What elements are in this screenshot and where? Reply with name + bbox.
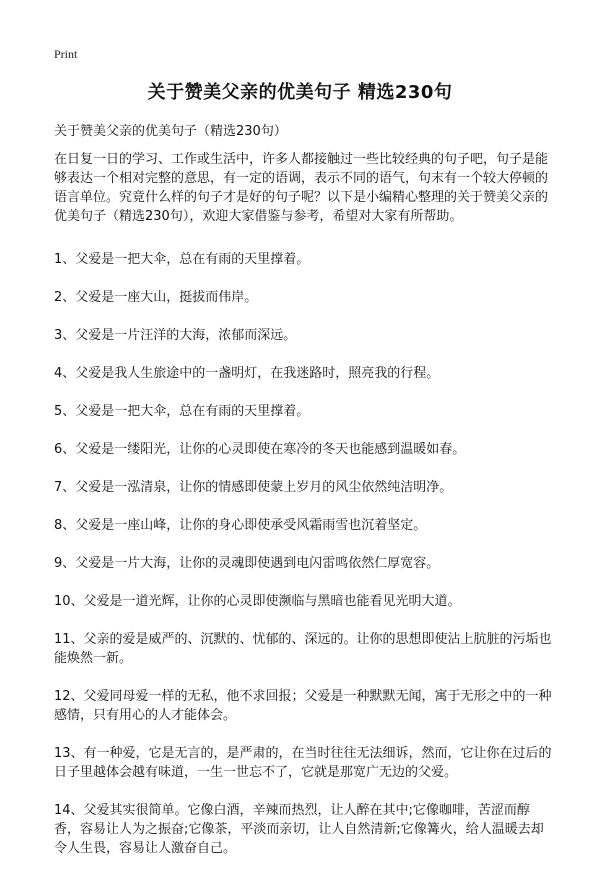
list-item: 7、父爱是一泓清泉，让你的情感即使蒙上岁月的风尘依然纯洁明净。 [54,480,453,495]
document-subtitle: 关于赞美父亲的优美句子（精选230句） [54,124,287,139]
list-item: 1、父爱是一把大伞，总在有雨的天里撑着。 [54,252,310,267]
list-item: 11、父亲的爱是威严的、沉默的、忧郁的、深远的。让你的思想即使沾上肮脏的污垢也能焕然一新。 [54,632,552,666]
list-item: 3、父爱是一片汪洋的大海，浓郁而深远。 [54,328,297,343]
list-item: 5、父爱是一把大伞，总在有雨的天里撑着。 [54,404,310,419]
list-item: 13、有一种爱，它是无言的，是严肃的，在当时往往无法细诉，然而，它让你在过后的日子里越体会越有味道，一生一世忘不了，它就是那宽广无边的父爱。 [54,746,552,780]
list-item: 4、父爱是我人生旅途中的一盏明灯，在我迷路时，照亮我的行程。 [54,366,440,381]
print-label[interactable]: Print [54,47,78,61]
list-item: 9、父爱是一片大海，让你的灵魂即使遇到电闪雷鸣依然仁厚宽容。 [54,556,440,571]
document-title: 关于赞美父亲的优美句子 精选230句 [147,82,453,103]
intro-paragraph: 在日复一日的学习、工作或生活中，许多人都接触过一些比较经典的句子吧，句子是能够表达一个相对完整的意思，有一定的语调，表示不同的语气，句末有一个较大停顿的语言单位。究竟什么样的句子才是好的句子呢？以下是小编精心整理的关于赞美父亲的优美句子（精选230句），欢迎大家借鉴与参考，希望对大家有所帮助。 [54,152,549,224]
list-item: 14、父爱其实很简单。它像白酒，辛辣而热烈，让人醉在其中;它像咖啡，苦涩而醇香，容易让人为之振奋;它像茶，平淡而亲切，让人自然清新;它像篝火，给人温暖去却令人生畏，容易让人激奋自己。 [54,803,544,856]
list-item: 10、父爱是一道光辉，让你的心灵即使濒临与黑暗也能看见光明大道。 [54,594,461,609]
list-item: 2、父爱是一座大山，挺拔而伟岸。 [54,290,258,305]
list-item: 12、父爱同母爱一样的无私，他不求回报；父爱是一种默默无闻，寓于无形之中的一种感情，只有用心的人才能体会。 [54,689,552,723]
list-item: 6、父爱是一缕阳光，让你的心灵即使在寒冷的冬天也能感到温暖如春。 [54,442,466,457]
list-item: 8、父爱是一座山峰，让你的身心即使承受风霜雨雪也沉着坚定。 [54,518,427,533]
sentence-list [54,250,554,877]
